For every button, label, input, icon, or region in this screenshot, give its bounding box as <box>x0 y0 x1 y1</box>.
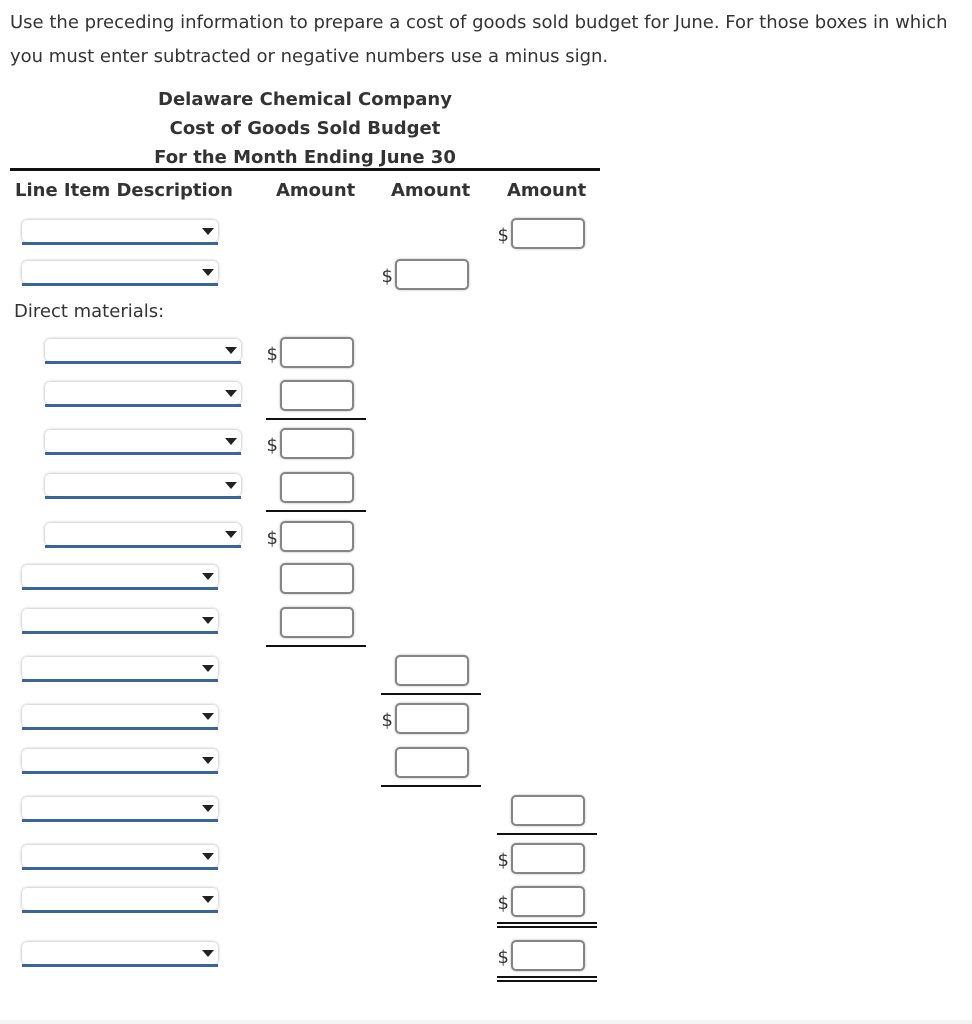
instructions-text: Use the preceding information to prepare a cost of goods sold budget for June. For those boxes in which you must enter subtracted or negative numbers use a minus sign. <box>10 12 948 67</box>
line-item-dropdown[interactable] <box>22 261 218 283</box>
amount-input-col1[interactable] <box>280 472 354 503</box>
column-header-amount-2: Amount <box>391 180 471 201</box>
budget-title: Cost of Goods Sold Budget <box>169 118 441 139</box>
total-double-rule <box>497 976 597 982</box>
line-item-dropdown[interactable] <box>22 749 218 771</box>
header-rule <box>10 168 600 171</box>
dollar-sign: $ <box>381 710 393 731</box>
line-item-dropdown[interactable] <box>22 845 218 867</box>
chevron-down-icon <box>225 347 237 354</box>
chevron-down-icon <box>202 757 214 764</box>
column-header-description: Line Item Description <box>15 180 233 201</box>
amount-input-col3[interactable] <box>511 886 585 917</box>
dollar-sign: $ <box>497 893 509 914</box>
amount-input-col2[interactable] <box>395 747 469 778</box>
amount-input-col1[interactable] <box>280 428 354 459</box>
amount-input-col3[interactable] <box>511 218 585 249</box>
chevron-down-icon <box>225 531 237 538</box>
column-header-amount-1: Amount <box>276 180 356 201</box>
line-item-dropdown[interactable] <box>45 382 241 404</box>
chevron-down-icon <box>202 617 214 624</box>
subtotal-rule <box>381 785 481 787</box>
chevron-down-icon <box>225 438 237 445</box>
chevron-down-icon <box>225 390 237 397</box>
budget-header <box>10 85 600 172</box>
total-double-rule <box>497 922 597 928</box>
line-item-dropdown[interactable] <box>22 888 218 910</box>
line-item-dropdown[interactable] <box>22 609 218 631</box>
line-item-dropdown[interactable] <box>22 220 218 242</box>
line-item-dropdown[interactable] <box>45 474 241 496</box>
chevron-down-icon <box>202 228 214 235</box>
subtotal-rule <box>497 833 597 835</box>
amount-input-col1[interactable] <box>280 380 354 411</box>
amount-input-col1[interactable] <box>280 563 354 594</box>
chevron-down-icon <box>202 853 214 860</box>
amount-input-col1[interactable] <box>280 521 354 552</box>
chevron-down-icon <box>202 573 214 580</box>
footer-bar <box>0 1020 972 1024</box>
dollar-sign: $ <box>381 266 393 287</box>
subtotal-rule <box>266 645 366 647</box>
dollar-sign: $ <box>497 947 509 968</box>
chevron-down-icon <box>202 269 214 276</box>
amount-input-col3[interactable] <box>511 795 585 826</box>
chevron-down-icon <box>202 713 214 720</box>
dollar-sign: $ <box>266 344 278 365</box>
dollar-sign: $ <box>266 528 278 549</box>
line-item-dropdown[interactable] <box>45 523 241 545</box>
line-item-dropdown[interactable] <box>22 565 218 587</box>
line-item-dropdown[interactable] <box>22 942 218 964</box>
dollar-sign: $ <box>497 225 509 246</box>
chevron-down-icon <box>202 896 214 903</box>
amount-input-col2[interactable] <box>395 655 469 686</box>
line-item-dropdown[interactable] <box>22 797 218 819</box>
chevron-down-icon <box>225 482 237 489</box>
amount-input-col1[interactable] <box>280 337 354 368</box>
chevron-down-icon <box>202 805 214 812</box>
amount-input-col1[interactable] <box>280 607 354 638</box>
amount-input-col3[interactable] <box>511 940 585 971</box>
line-item-dropdown[interactable] <box>45 339 241 361</box>
subtotal-rule <box>266 510 366 512</box>
dollar-sign: $ <box>266 435 278 456</box>
dollar-sign: $ <box>497 850 509 871</box>
amount-input-col2[interactable] <box>395 259 469 290</box>
subtotal-rule <box>266 418 366 420</box>
subtotal-rule <box>381 693 481 695</box>
line-item-dropdown[interactable] <box>45 430 241 452</box>
column-header-amount-3: Amount <box>507 180 587 201</box>
amount-input-col3[interactable] <box>511 843 585 874</box>
chevron-down-icon <box>202 950 214 957</box>
line-item-dropdown[interactable] <box>22 705 218 727</box>
direct-materials-label: Direct materials: <box>14 301 165 322</box>
line-item-dropdown[interactable] <box>22 657 218 679</box>
company-name: Delaware Chemical Company <box>158 89 452 110</box>
chevron-down-icon <box>202 665 214 672</box>
amount-input-col2[interactable] <box>395 703 469 734</box>
budget-period: For the Month Ending June 30 <box>154 147 456 168</box>
